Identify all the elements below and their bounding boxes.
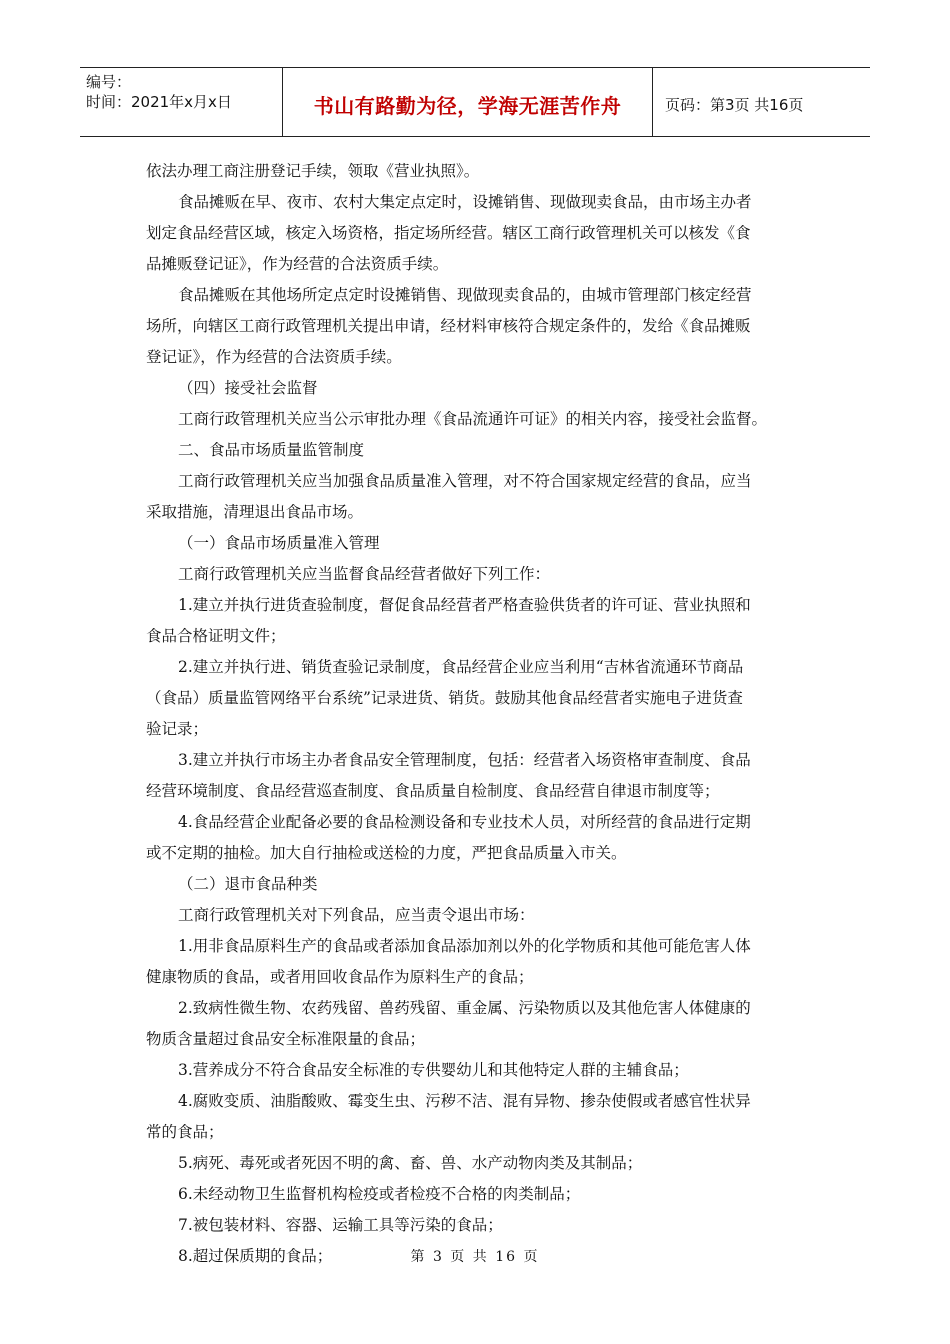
text-line: 常的食品； (146, 1123, 224, 1141)
text-line: 品摊贩登记证》，作为经营的合法资质手续。 (146, 255, 449, 273)
list-item: 3.建立并执行市场主办者食品安全管理制度，包括：经营者入场资格审查制度、食品 (178, 751, 751, 769)
list-item: 4.腐败变质、油脂酸败、霉变生虫、污秽不洁、混有异物、掺杂使假或者感官性状异 (178, 1092, 751, 1110)
text-line: 经营环境制度、食品经营巡查制度、食品质量自检制度、食品经营自律退市制度等； (146, 782, 720, 800)
text-line: 场所，向辖区工商行政管理机关提出申请，经材料审核符合规定条件的，发给《食品摊贩 (146, 317, 751, 335)
list-item: 7.被包装材料、容器、运输工具等污染的食品； (178, 1216, 503, 1234)
header-motto: 书山有路勤为径，学海无涯苦作舟 (283, 68, 653, 136)
text-line: 工商行政管理机关应当公示审批办理《食品流通许可证》的相关内容，接受社会监督。 (178, 410, 768, 428)
section-heading: （二）退市食品种类 (178, 875, 318, 893)
list-item: 1.用非食品原料生产的食品或者添加食品添加剂以外的化学物质和其他可能危害人体 (178, 937, 751, 955)
text-line: 工商行政管理机关对下列食品，应当责令退出市场： (178, 906, 535, 924)
number-label: 编号： (86, 73, 132, 91)
section-heading: （一）食品市场质量准入管理 (178, 534, 380, 552)
list-item: 4.食品经营企业配备必要的食品检测设备和专业技术人员，对所经营的食品进行定期 (178, 813, 751, 831)
text-line: 食品合格证明文件； (146, 627, 286, 645)
list-item: 8.超过保质期的食品； (178, 1247, 333, 1265)
text-line: 采取措施，清理退出食品市场。 (146, 503, 364, 521)
document-body (146, 156, 806, 1272)
header-page-code: 页码：第3页 共16页 (665, 95, 804, 114)
text-line: 物质含量超过食品安全标准限量的食品； (146, 1030, 426, 1048)
text-line: 食品摊贩在其他场所定点定时设摊销售、现做现卖食品的，由城市管理部门核定经营 (178, 286, 752, 304)
text-line: 工商行政管理机关应当监督食品经营者做好下列工作： (178, 565, 551, 583)
list-item: 3.营养成分不符合食品安全标准的专供婴幼儿和其他特定人群的主辅食品； (178, 1061, 689, 1079)
section-heading: （四）接受社会监督 (178, 379, 318, 397)
text-line: 健康物质的食品，或者用回收食品作为原料生产的食品； (146, 968, 534, 986)
text-line: 食品摊贩在早、夜市、农村大集定点定时，设摊销售、现做现卖食品，由市场主办者 (178, 193, 752, 211)
text-line: 依法办理工商注册登记手续，领取《营业执照》。 (146, 162, 480, 180)
header-meta (80, 68, 283, 136)
list-item: 1.建立并执行进货查验制度，督促食品经营者严格查验供货者的许可证、营业执照和 (178, 596, 751, 614)
list-item: 6.未经动物卫生监督机构检疫或者检疫不合格的肉类制品； (178, 1185, 581, 1203)
list-item: 2.建立并执行进、销货查验记录制度，食品经营企业应当利用“吉林省流通环节商品 (178, 658, 744, 676)
text-line: （食品）质量监管网络平台系统”记录进货、销货。鼓励其他食品经营者实施电子进货查 (146, 689, 743, 707)
text-line: 工商行政管理机关应当加强食品质量准入管理，对不符合国家规定经营的食品，应当 (178, 472, 752, 490)
page-footer: 第 3 页 共 16 页 (410, 1249, 540, 1265)
text-line: 登记证》，作为经营的合法资质手续。 (146, 348, 402, 366)
list-item: 2.致病性微生物、农药残留、兽药残留、重金属、污染物质以及其他危害人体健康的 (178, 999, 751, 1017)
section-heading: 二、食品市场质量监管制度 (178, 441, 365, 459)
page-header (80, 67, 870, 137)
date-line: 时间：2021年x月x日 (86, 93, 232, 111)
text-line: 划定食品经营区域，核定入场资格，指定场所经营。辖区工商行政管理机关可以核发《食 (146, 224, 751, 242)
list-item: 5.病死、毒死或者死因不明的禽、畜、兽、水产动物肉类及其制品； (178, 1154, 643, 1172)
text-line: 验记录； (146, 720, 209, 738)
text-line: 或不定期的抽检。加大自行抽检或送检的力度，严把食品质量入市关。 (146, 844, 627, 862)
